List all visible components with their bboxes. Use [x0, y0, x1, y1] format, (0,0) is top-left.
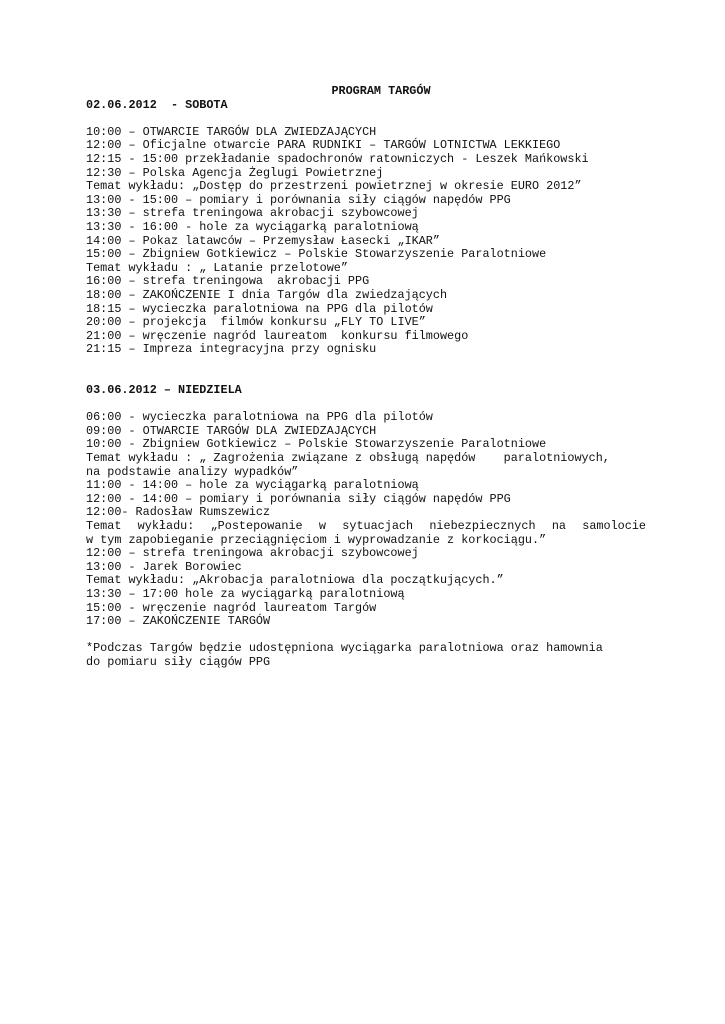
- spacer: [86, 112, 646, 126]
- schedule-line: 11:00 - 14:00 – hole za wyciągarką paralotniową: [86, 478, 419, 493]
- schedule-line: 15:00 - wręczenie nagród laureatom Targów: [86, 600, 377, 615]
- schedule-line: Temat wykładu : „ Zagrożenia związane z obsługą napędów paralotniowych,: [86, 451, 610, 466]
- schedule-line: 12:00- Radosław Rumszewicz: [86, 505, 271, 520]
- schedule-line: 20:00 – projekcja filmów konkursu „FLY TO LIVE”: [86, 315, 426, 330]
- spacer: [86, 357, 646, 384]
- schedule-line: 12:15 - 15:00 przekładanie spadochronów ratowniczych - Leszek Mańkowski: [86, 151, 589, 166]
- spacer: [86, 629, 646, 643]
- schedule-line: Temat wykładu: „Akrobacja paralotniowa dla początkujących.”: [86, 573, 504, 588]
- document-body: [86, 85, 646, 670]
- schedule-line: 09:00 - OTWARCIE TARGÓW DLA ZWIEDZAJĄCYCH: [86, 423, 377, 438]
- schedule-line: 13:30 - 16:00 - hole za wyciągarką paralotniową: [86, 219, 419, 234]
- schedule-line: Temat wykładu : „ Latanie przelotowe”: [86, 260, 348, 275]
- lecture-topic-continuation: w tym zapobieganie przeciągnięciom i wyprowadzanie z korkociągu.”: [86, 532, 547, 547]
- page-title: PROGRAM TARGÓW: [331, 84, 431, 98]
- schedule-line: 12:00 - 14:00 – pomiary i porównania siły ciągów napędów PPG: [86, 491, 511, 506]
- schedule-line: 12:00 – Oficjalne otwarcie PARA RUDNIKI – TARGÓW LOTNICTWA LEKKIEGO: [86, 138, 561, 153]
- schedule-line: 12:30 – Polska Agencja Żeglugi Powietrznej: [86, 165, 384, 180]
- lecture-topic-line: Temat wykładu: „Postepowanie w sytuacjach niebezpiecznych na samolocie: [86, 520, 646, 533]
- schedule-sunday: [86, 411, 646, 629]
- schedule-line: 16:00 – strefa treningowa akrobacji PPG: [86, 274, 370, 289]
- schedule-line: 06:00 - wycieczka paralotniowa na PPG dla pilotów: [86, 410, 433, 425]
- schedule-line: 13:00 - 15:00 – pomiary i porównania siły ciągów napędów PPG: [86, 192, 511, 207]
- footnote: [86, 642, 646, 669]
- day-heading-saturday: 02.06.2012 - SOBOTA: [86, 97, 228, 112]
- schedule-line: Temat wykładu: „Dostęp do przestrzeni powietrznej w okresie EURO 2012”: [86, 179, 582, 194]
- schedule-line: 13:30 – strefa treningowa akrobacji szybowcowej: [86, 206, 419, 221]
- schedule-line: 10:00 – OTWARCIE TARGÓW DLA ZWIEDZAJĄCYCH: [86, 124, 377, 139]
- schedule-line: 12:00 – strefa treningowa akrobacji szybowcowej: [86, 546, 419, 561]
- footnote-line: do pomiaru siły ciągów PPG: [86, 654, 271, 669]
- day-heading-sunday: 03.06.2012 – NIEDZIELA: [86, 383, 242, 398]
- schedule-line: 18:00 – ZAKOŃCZENIE I dnia Targów dla zwiedzających: [86, 287, 448, 302]
- schedule-line: 14:00 – Pokaz latawców – Przemysław Łasecki „IKAR”: [86, 233, 440, 248]
- schedule-saturday: [86, 126, 646, 357]
- schedule-line: 13:30 – 17:00 hole za wyciągarką paralotniową: [86, 586, 405, 601]
- schedule-line: 18:15 – wycieczka paralotniowa na PPG dla pilotów: [86, 301, 433, 316]
- schedule-line: 21:00 – wręczenie nagród laureatom konkursu filmowego: [86, 328, 469, 343]
- schedule-line: 17:00 – ZAKOŃCZENIE TARGÓW: [86, 614, 271, 629]
- spacer: [86, 398, 646, 412]
- schedule-line: na podstawie analizy wypadków”: [86, 464, 299, 479]
- schedule-line: 13:00 - Jarek Borowiec: [86, 559, 242, 574]
- schedule-line: 21:15 – Impreza integracyjna przy ognisku: [86, 342, 377, 357]
- footnote-line: *Podczas Targów będzie udostępniona wyciągarka paralotniowa oraz hamownia: [86, 641, 603, 656]
- schedule-line: 10:00 - Zbigniew Gotkiewicz – Polskie Stowarzyszenie Paralotniowe: [86, 437, 547, 452]
- schedule-line: 15:00 – Zbigniew Gotkiewicz – Polskie Stowarzyszenie Paralotniowe: [86, 247, 547, 262]
